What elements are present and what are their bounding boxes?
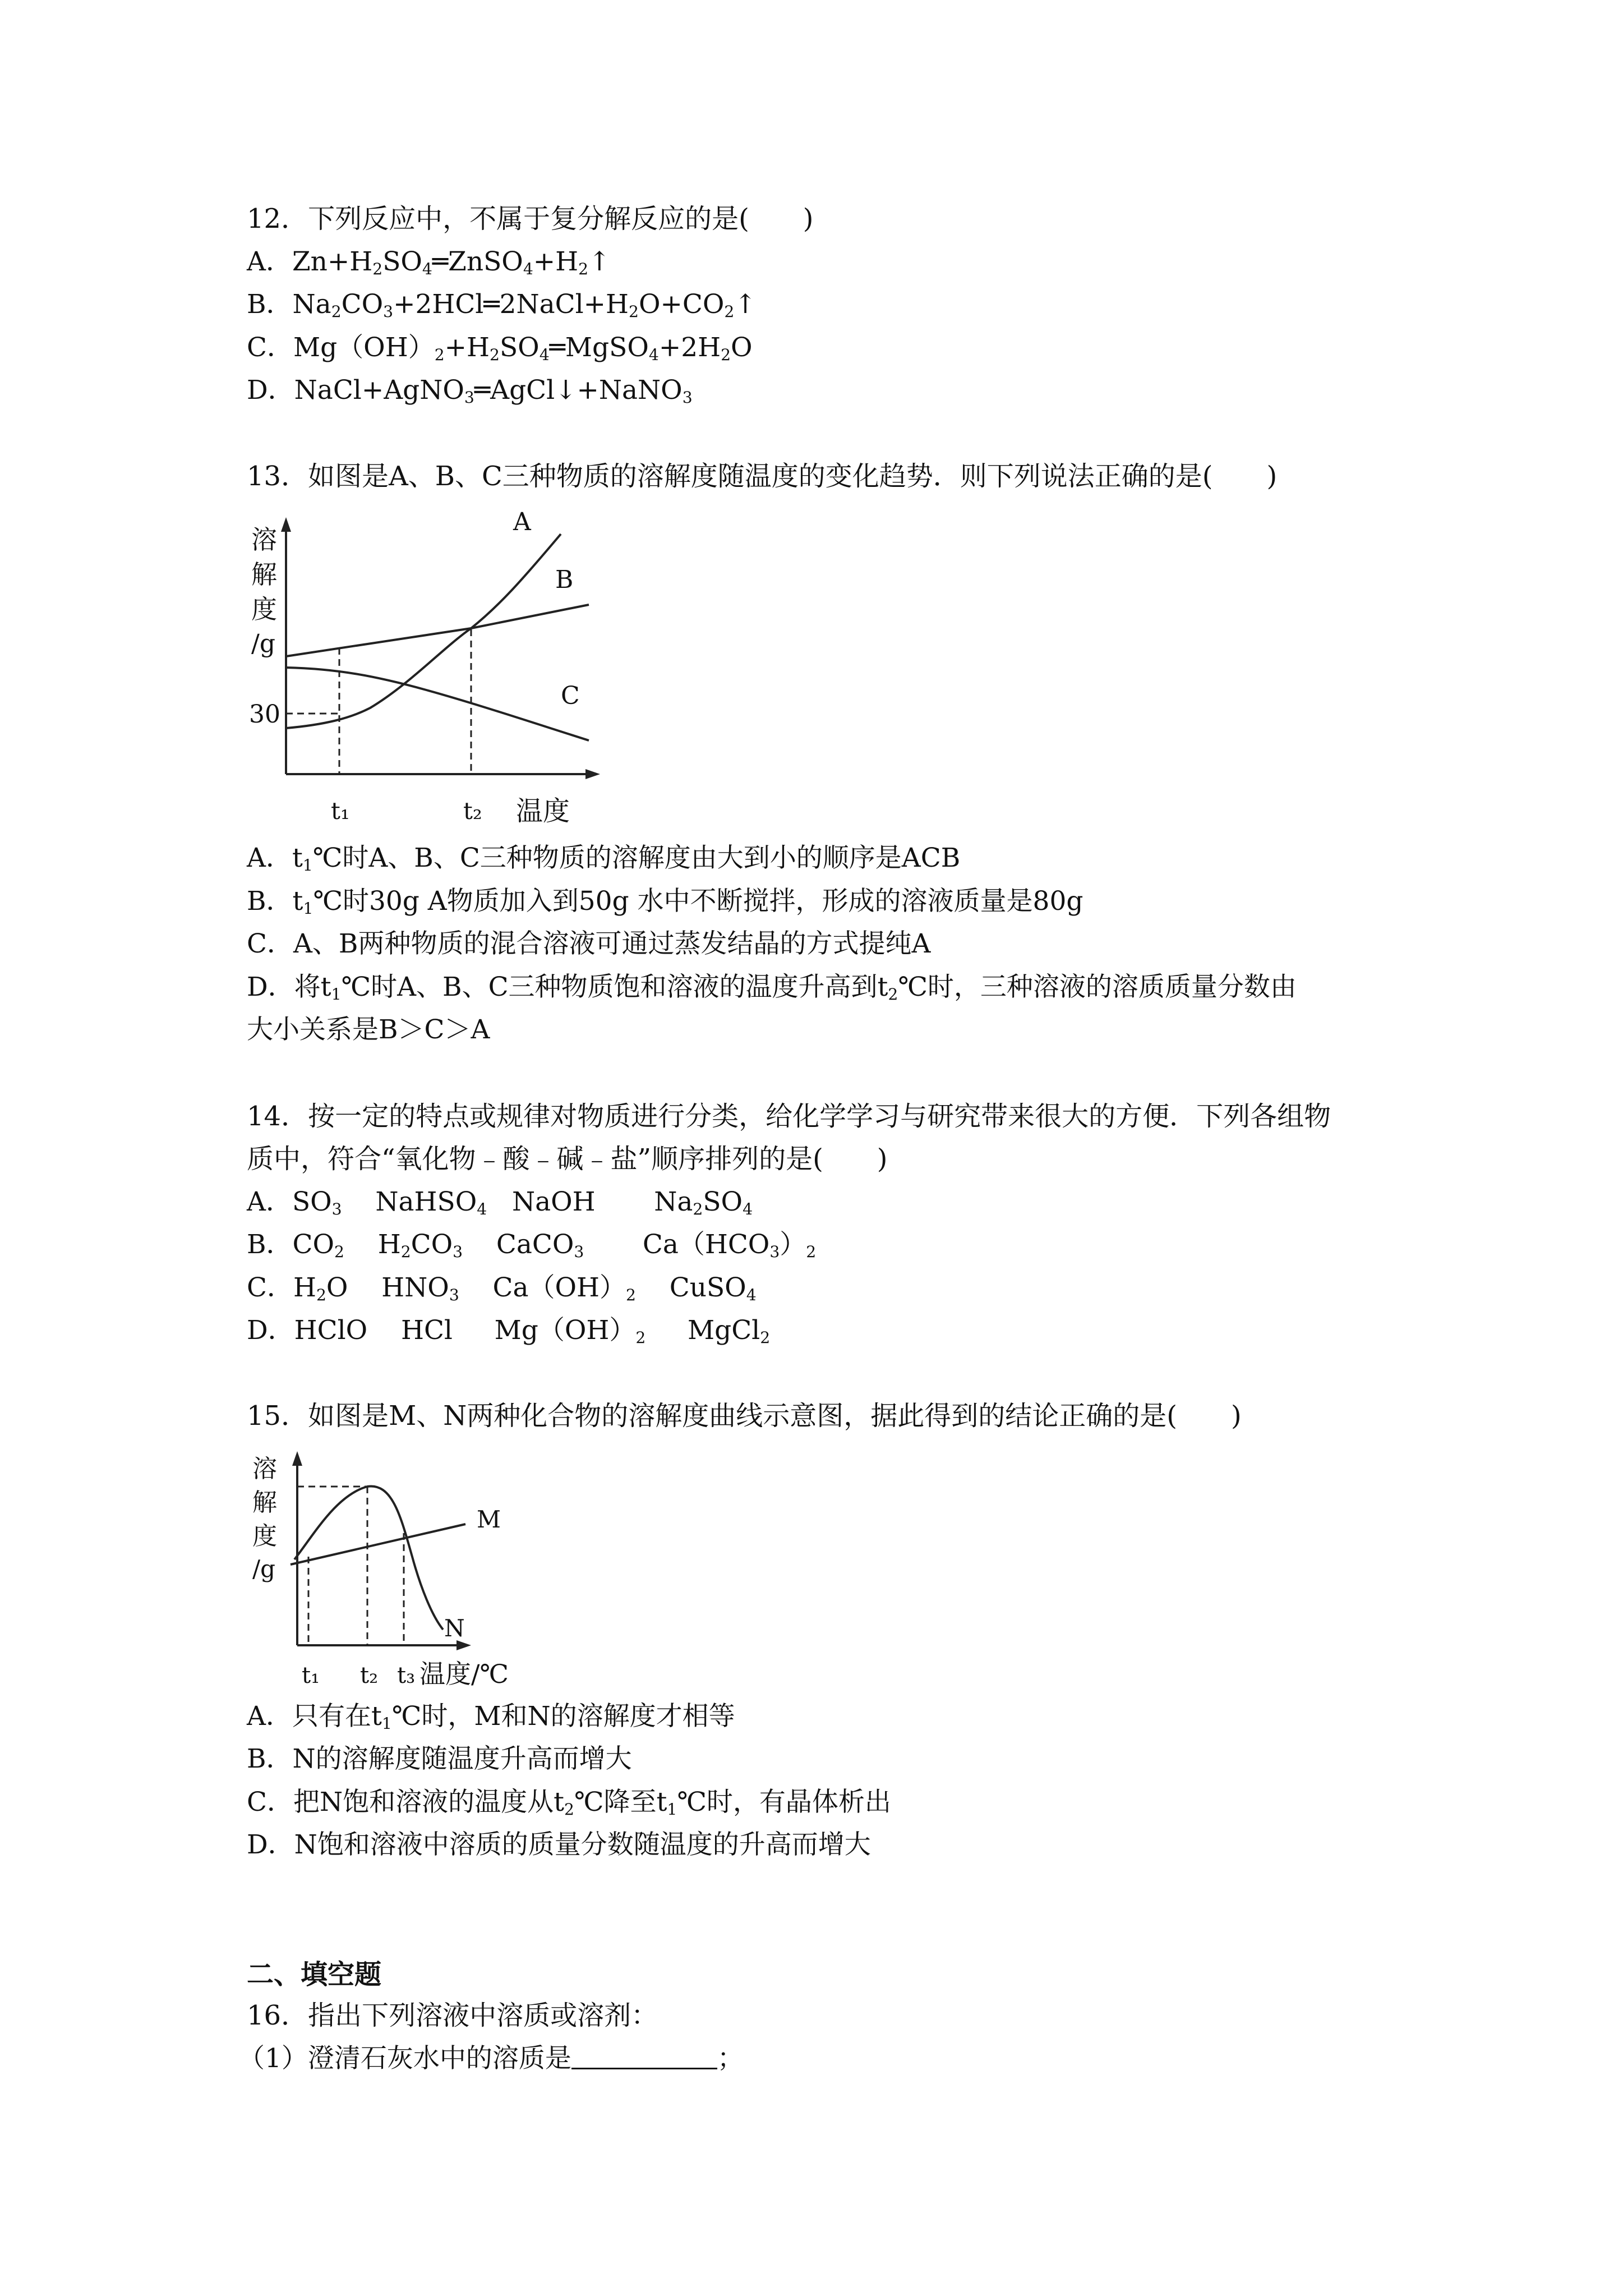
q14-option-c: [247, 1271, 757, 1305]
subscript: 2: [635, 1328, 646, 1347]
q15-x-tick-t1: t₁: [302, 1663, 320, 1688]
text-segment: ═MgSO: [549, 332, 649, 363]
q13-label-b: B: [555, 565, 574, 594]
q13-option-c: [247, 927, 930, 961]
subscript: 2: [578, 260, 589, 279]
text-segment: ）: [780, 1229, 806, 1260]
text-segment: H: [344, 1229, 401, 1260]
subscript: 3: [383, 302, 394, 321]
text-segment: ═AgCl↓+NaNO: [474, 375, 683, 406]
subscript: 1: [667, 1800, 677, 1819]
text-segment: MgCl: [645, 1315, 760, 1346]
text-segment: CuSO: [635, 1272, 746, 1303]
q16-part1-end: ；: [717, 2043, 744, 2074]
text-segment: ℃降至t: [574, 1787, 667, 1818]
q14-option-a: [247, 1185, 753, 1219]
subscript: 4: [746, 1286, 757, 1305]
q15-option-b: [247, 1742, 632, 1776]
q15-ylabel-2: 解: [252, 1488, 277, 1517]
subscript: 4: [422, 260, 432, 279]
subscript: 2: [721, 346, 731, 365]
q13-option-a: [247, 841, 960, 875]
text-segment: ℃时，M和N的溶解度才相等: [391, 1701, 735, 1732]
text-segment: ℃时A、B、C三种物质的溶解度由大到小的顺序是ACB: [312, 843, 961, 873]
subscript: 3: [574, 1243, 584, 1262]
q15-x-tick-t3: t₃: [397, 1663, 416, 1688]
text-segment: O+CO: [638, 289, 725, 320]
text-segment: C．A、B两种物质的混合溶液可通过蒸发结晶的方式提纯A: [247, 928, 931, 959]
text-segment: O HNO: [326, 1272, 449, 1303]
q15-option-d: [247, 1828, 871, 1862]
text-segment: O: [731, 332, 753, 363]
text-segment: B．Na: [247, 289, 331, 320]
text-segment: D．NaCl+AgNO: [247, 375, 464, 406]
q13-ylabel-2: 解: [251, 559, 277, 590]
q13-option-b: [247, 885, 1083, 918]
text-segment: A．SO: [247, 1186, 332, 1217]
subscript: 3: [769, 1243, 780, 1262]
q12-option-b: [247, 288, 757, 321]
text-segment: D．将t: [247, 972, 331, 1002]
text-segment: CaCO: [463, 1229, 574, 1260]
q15-solubility-chart: [241, 1444, 533, 1697]
text-segment: ℃时A、B、C三种物质饱和溶液的温度升高到t: [341, 972, 888, 1002]
text-segment: +H: [444, 332, 490, 363]
text-segment: A．只有在t: [247, 1701, 382, 1732]
subscript: 3: [449, 1286, 459, 1305]
text-segment: B．t: [247, 886, 303, 917]
subscript: 4: [477, 1200, 487, 1219]
subscript: 3: [331, 1200, 342, 1219]
q13-ylabel-1: 溶: [251, 524, 277, 555]
text-segment: ═ZnSO: [432, 246, 523, 277]
q15-ylabel-1: 溶: [252, 1455, 277, 1483]
q16-stem: 16．指出下列溶液中溶质或溶剂：: [247, 2000, 658, 2031]
q13-option-d-line2: 大小关系是B＞C＞A: [247, 1014, 490, 1045]
q14-option-b: [247, 1228, 816, 1262]
text-segment: CO: [411, 1229, 453, 1260]
q15-x-tick-t2: t₂: [360, 1663, 379, 1688]
subscript: 3: [453, 1243, 463, 1262]
q13-option-d-line1: [247, 970, 1297, 1004]
text-segment: ℃时，有晶体析出: [677, 1787, 891, 1818]
q15-xlabel: 温度/℃: [419, 1659, 509, 1689]
text-segment: SO: [382, 246, 422, 277]
q12-option-d: [247, 374, 693, 407]
q13-curve-b: [286, 605, 589, 656]
text-segment: B．CO: [247, 1229, 335, 1260]
q13-curve-a: [286, 534, 561, 728]
q13-solubility-chart: [241, 505, 623, 836]
q16-part1: [238, 2042, 744, 2076]
subscript: 2: [316, 1286, 326, 1305]
subscript: 2: [334, 1243, 344, 1262]
text-segment: NaOH Na: [487, 1186, 693, 1217]
subscript: 1: [303, 899, 313, 918]
subscript: 3: [464, 388, 474, 407]
text-segment: A．t: [247, 843, 303, 873]
q15-option-a: [247, 1700, 735, 1733]
subscript: 2: [724, 302, 735, 321]
q13-ylabel-4: /g: [251, 629, 275, 658]
text-segment: +H: [533, 246, 579, 277]
text-segment: B．N的溶解度随温度升高而增大: [247, 1743, 632, 1774]
q13-stem: 13．如图是A、B、C三种物质的溶解度随温度的变化趋势．则下列说法正确的是( ): [247, 461, 1278, 492]
text-segment: D．HClO HCl Mg（OH）: [247, 1315, 636, 1346]
text-segment: ℃时30g A物质加入到50g 水中不断搅拌，形成的溶液质量是80g: [313, 886, 1083, 917]
q13-y-axis-arrow: [281, 517, 291, 532]
text-segment: SO: [499, 332, 540, 363]
subscript: 2: [434, 346, 445, 365]
text-segment: ↑: [588, 246, 611, 277]
text-segment: CO: [341, 289, 384, 320]
subscript: 3: [682, 388, 693, 407]
subscript: 4: [539, 346, 550, 365]
q13-xlabel: 温度: [516, 795, 570, 827]
subscript: 2: [888, 985, 898, 1004]
text-segment: ↑: [734, 289, 757, 320]
text-segment: Ca（HCO: [584, 1229, 770, 1260]
q15-label-n: N: [444, 1614, 465, 1642]
q12-stem: 12．下列反应中，不属于复分解反应的是( ): [247, 203, 814, 234]
q13-label-c: C: [561, 682, 580, 710]
subscript: 1: [381, 1714, 392, 1733]
q13-y-tick-30: 30: [249, 700, 280, 729]
text-segment: C．H: [247, 1272, 316, 1303]
q14-stem-line1: 14．按一定的特点或规律对物质进行分类，给化学学习与研究带来很大的方便．下列各组物: [247, 1101, 1331, 1132]
q12-option-c: [247, 331, 753, 365]
q13-x-tick-t1: t₁: [331, 797, 350, 825]
subscript: 2: [760, 1328, 771, 1347]
subscript: 2: [331, 302, 342, 321]
text-segment: Ca（OH）: [459, 1272, 626, 1303]
subscript: 4: [523, 260, 533, 279]
q15-stem: 15．如图是M、N两种化合物的溶解度曲线示意图，据此得到的结论正确的是( ): [247, 1400, 1242, 1432]
text-segment: A．Zn+H: [247, 246, 373, 277]
subscript: 2: [400, 1243, 411, 1262]
text-segment: +2H: [658, 332, 721, 363]
q13-label-a: A: [513, 508, 531, 536]
text-segment: SO: [703, 1186, 743, 1217]
subscript: 1: [331, 985, 342, 1004]
q13-curve-c: [286, 668, 589, 740]
q14-option-d: [247, 1314, 770, 1347]
q13-x-tick-t2: t₂: [463, 797, 482, 825]
subscript: 4: [648, 346, 659, 365]
q14-stem-line2: 质中，符合“氧化物﹣酸﹣碱﹣盐”顺序排列的是( ): [247, 1143, 888, 1175]
q15-label-m: M: [477, 1506, 501, 1533]
text-segment: C．Mg（OH）: [247, 332, 435, 363]
subscript: 4: [743, 1200, 753, 1219]
subscript: 2: [626, 1286, 636, 1305]
q15-ylabel-3: 度: [252, 1522, 277, 1550]
q13-x-axis-arrow: [585, 769, 600, 779]
subscript: 1: [302, 856, 313, 875]
subscript: 2: [806, 1243, 817, 1262]
q15-y-axis-arrow: [292, 1451, 302, 1466]
q16-answer-blank[interactable]: [571, 2045, 717, 2069]
subscript: 2: [490, 346, 500, 365]
section2-heading: 二、填空题: [247, 1959, 382, 1990]
text-segment: D．N饱和溶液中溶质的质量分数随温度的升高而增大: [247, 1829, 871, 1860]
text-segment: NaHSO: [342, 1186, 477, 1217]
subscript: 2: [372, 260, 383, 279]
q12-option-a: [247, 245, 610, 279]
q15-ylabel-4: /g: [252, 1555, 276, 1582]
text-segment: +2HCl═2NaCl+H: [393, 289, 629, 320]
q16-part1-text: （1）澄清石灰水中的溶质是: [238, 2043, 571, 2074]
q13-ylabel-3: 度: [251, 594, 277, 624]
subscript: 2: [693, 1200, 703, 1219]
q15-option-c: [247, 1786, 891, 1819]
subscript: 2: [564, 1800, 574, 1819]
text-segment: C．把N饱和溶液的温度从t: [247, 1787, 564, 1818]
subscript: 2: [629, 302, 639, 321]
text-segment: ℃时，三种溶液的溶质质量分数由: [898, 972, 1297, 1002]
